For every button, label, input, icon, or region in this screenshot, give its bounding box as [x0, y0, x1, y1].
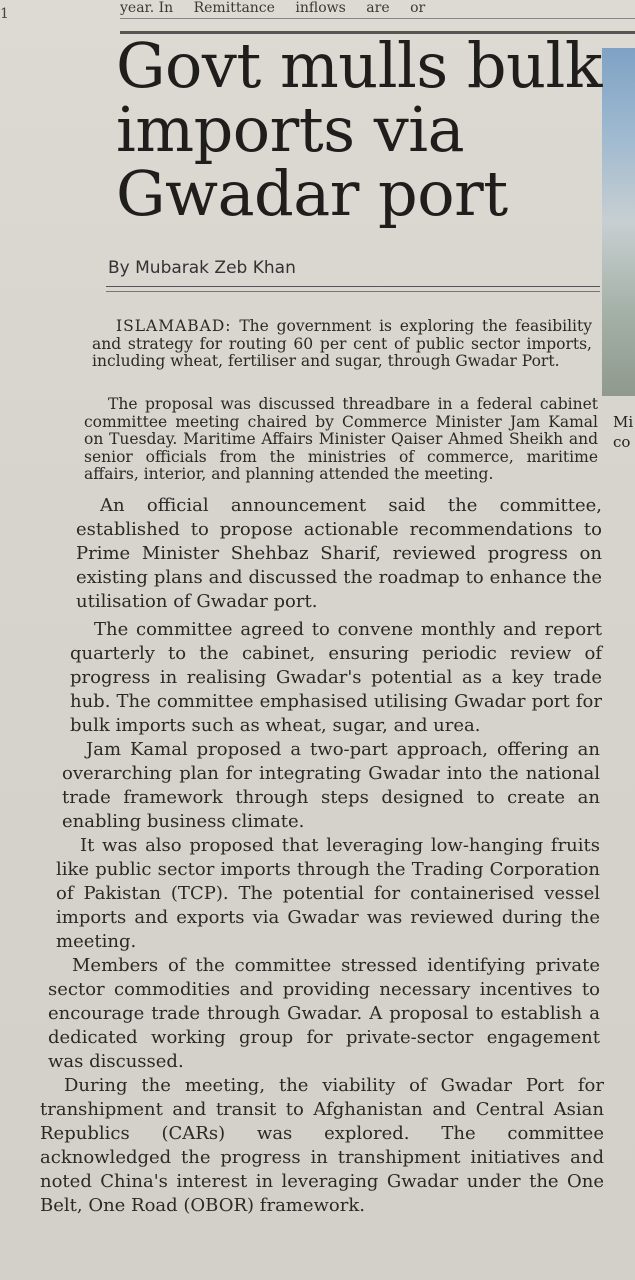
- article-byline: By Mubarak Zeb Khan: [108, 258, 296, 278]
- paragraph: Members of the committee stressed identifying private sector commodities and providing necessary incentives to encourage trade through Gwadar. A proposal to establish a dedicated working group for private-sector engagement was discussed.: [48, 955, 600, 1072]
- paragraph: An official announcement said the committee, established to propose actionable recommendations to Prime Minister Shehbaz Sharif, reviewed progress on existing plans and discussed the roadmap to enhance the utilisation of Gwadar port.: [76, 495, 602, 612]
- previous-article-fragment: [120, 0, 635, 18]
- left-column-fragment: [0, 0, 18, 90]
- paragraph: During the meeting, the viability of Gwadar Port for transhipment and transit to Afghanistan and Central Asian Republics (CARs) was explored. The committee acknowledged the progress in transhipment initiatives and noted China's interest in leveraging Gwadar under the One Belt, One Road (OBOR) framework.: [40, 1075, 604, 1216]
- lead-paragraph: [92, 318, 592, 371]
- paragraph: It was also proposed that leveraging low-hanging fruits like public sector imports through the Trading Corporation of Pakistan (TCP). The potential for containerised vessel imports and exports via Gwadar was reviewed during the meeting.: [56, 835, 600, 952]
- lead-text: The government is exploring the feasibility and strategy for routing 60 per cent of public sector imports, including wheat, fertiliser and sugar, through Gwadar Port.: [92, 317, 592, 370]
- byline-divider: [106, 286, 600, 287]
- article-headline: Govt mulls bulk imports via Gwadar port: [116, 29, 602, 230]
- right-fragment-text: Mi: [613, 413, 634, 431]
- right-fragment-text: co: [613, 433, 631, 451]
- left-fragment-text: 1: [0, 6, 9, 22]
- byline-divider-secondary: [106, 291, 600, 292]
- paragraph: The committee agreed to convene monthly and report quarterly to the cabinet, ensuring periodic review of progress in realising Gwadar's potential as a key trade hub. The committee emphasised utilising Gwadar port for bulk imports such as wheat, sugar, and urea.: [70, 619, 602, 736]
- right-column-fragment: [613, 412, 635, 452]
- fragment-word: Remittance: [193, 0, 275, 16]
- fragment-word: or: [410, 0, 426, 16]
- paragraph: Jam Kamal proposed a two-part approach, offering an overarching plan for integrating Gwadar into the national trade framework through steps designed to create an enabling business climate.: [62, 739, 600, 832]
- adjacent-photo: [602, 48, 635, 396]
- fragment-word: are: [366, 0, 390, 16]
- paragraph: The proposal was discussed threadbare in a federal cabinet committee meeting chaired by Commerce Minister Jam Kamal on Tuesday. Maritime Affairs Minister Qaiser Ahmed Sheikh and senior officials from the ministries of commerce, maritime affairs, interior, and planning attended the meeting.: [84, 395, 598, 483]
- fragment-word: year. In: [120, 0, 174, 16]
- dateline: ISLAMABAD:: [116, 317, 232, 335]
- fragment-word: inflows: [295, 0, 346, 16]
